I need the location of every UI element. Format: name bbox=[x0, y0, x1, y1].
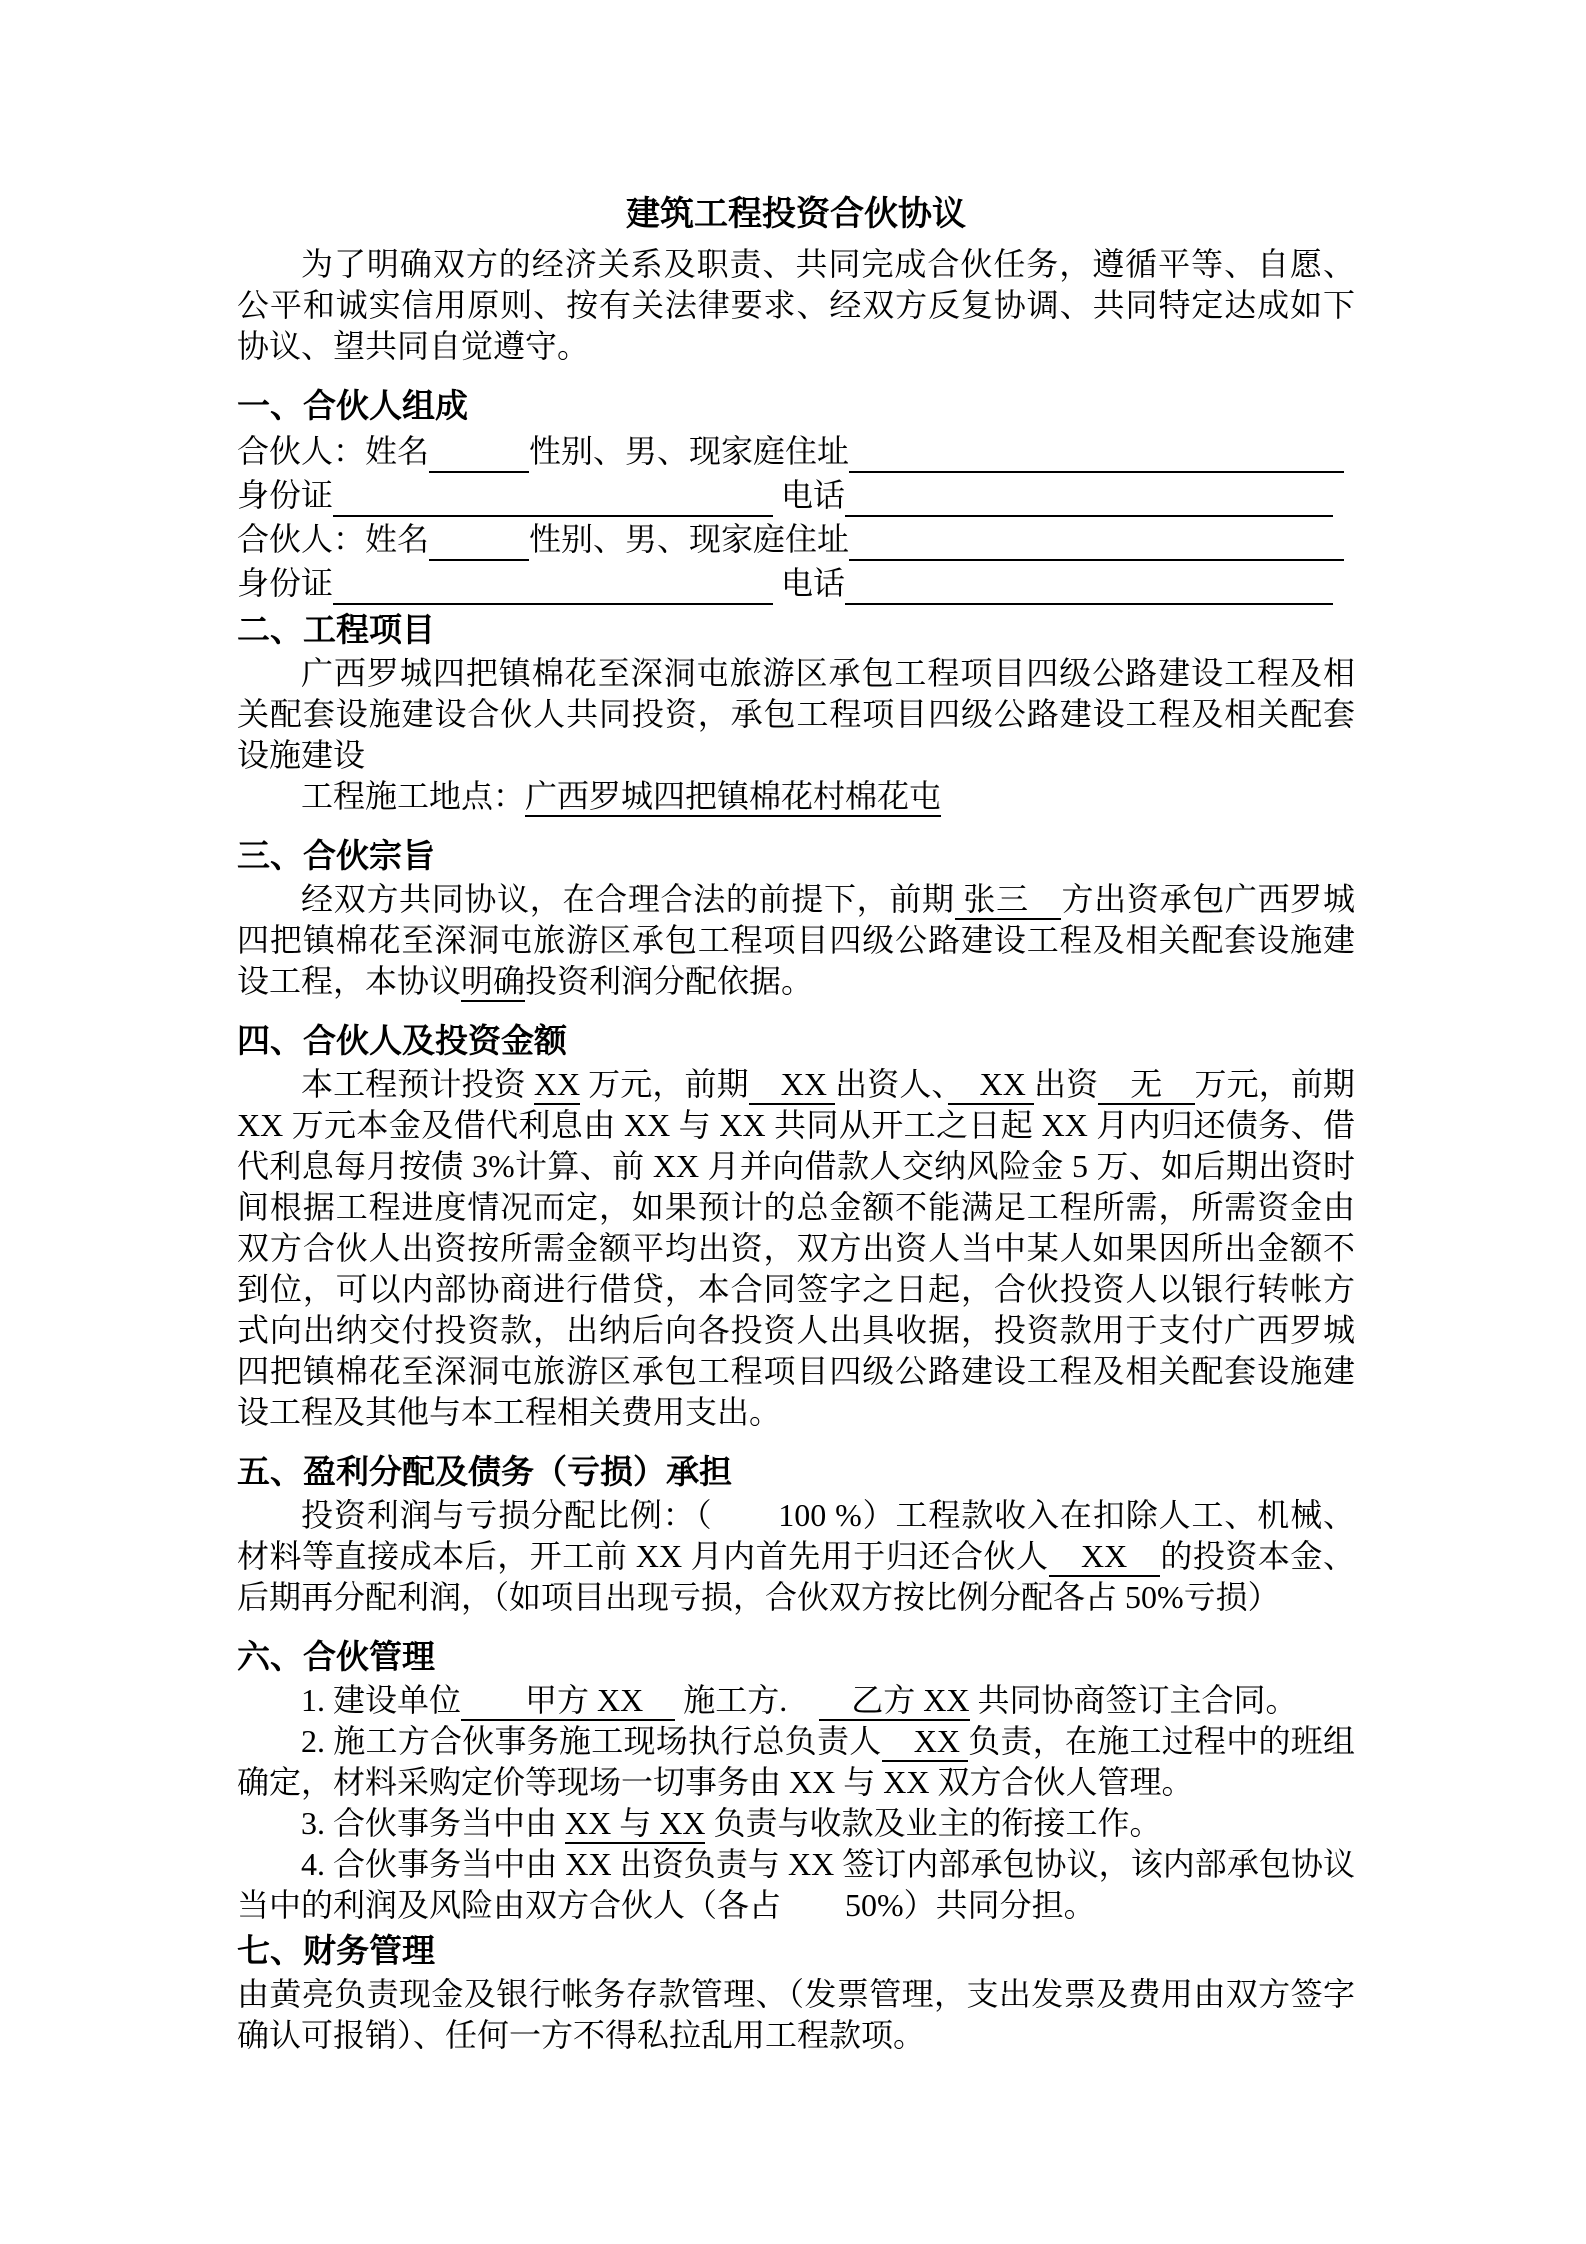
section-heading: 六、合伙管理 bbox=[237, 1640, 435, 1676]
paragraph bbox=[237, 1974, 1355, 2056]
paragraph bbox=[237, 1803, 1355, 1844]
underlined-text-run: XX bbox=[882, 1723, 969, 1762]
underlined-text-run: 张三 bbox=[955, 881, 1062, 920]
text-run: 合伙人：姓名 bbox=[237, 521, 430, 557]
blank-underline-field bbox=[333, 573, 773, 605]
text-run: 投资利润分配依据。 bbox=[525, 963, 814, 999]
paragraph bbox=[237, 653, 1355, 776]
text-run: 共同协商签订主合同。 bbox=[969, 1682, 1298, 1718]
paragraph bbox=[237, 1680, 1355, 1721]
text-run: 出资 bbox=[1033, 1066, 1099, 1102]
form-line bbox=[237, 517, 1355, 561]
underlined-text-run: XX bbox=[534, 1066, 580, 1105]
form-line bbox=[237, 429, 1355, 473]
text-run: 2. 施工方合伙事务施工现场执行总负责人 bbox=[301, 1723, 882, 1759]
blank-underline-field bbox=[849, 441, 1344, 473]
underlined-text-run: 甲方 XX bbox=[461, 1682, 675, 1721]
paragraph bbox=[237, 776, 1355, 817]
section-heading: 四、合伙人及投资金额 bbox=[237, 1024, 567, 1060]
form-line bbox=[237, 561, 1355, 605]
text-run: 方出资承包广西罗城四把镇棉花至深洞屯旅游区承包工程项目四级公路建设工程及相关配套设施建设工程，本协议 bbox=[237, 881, 1355, 999]
text-run: 为了明确双方的经济关系及职责、共同完成合伙任务，遵循平等、自愿、公平和诚实信用原则、按有关法律要求、经双方反复协调、共同特定达成如下协议、望共同自觉遵守。 bbox=[237, 246, 1355, 364]
text-run: 身份证 bbox=[237, 565, 334, 601]
text-run: 万元，前期 XX 万元本金及借代利息由 XX 与 XX 共同从开工之日起 XX 月内归还债务、借代利息每月按债 3%计算、前 XX 月并向借款人交纳风险金 5 万、如后期出资时间根据工程进度情况而定，如果预计的总金额不能满足工程所需，所需资金由双方合伙人出资按所需金额平均出资，双方出资人当中某人如果因所出金额不到位，可以内部协商进行借贷，本合同签字之日起，合伙投资人以银行转帐方式向出纳交付投资款，出纳后向各投资人出具收据，投资款用于支付广西罗城四把镇棉花至深洞屯旅游区承包工程项目四级公路建设工程及相关配套设施建设工程及其他与本工程相关费用支出。 bbox=[237, 1066, 1355, 1430]
blank-underline-field bbox=[849, 529, 1344, 561]
form-line bbox=[237, 473, 1355, 517]
text-run: 性别、男、现家庭住址 bbox=[529, 521, 850, 557]
paragraph bbox=[237, 1495, 1355, 1618]
section-heading: 五、盈利分配及债务（亏损）承担 bbox=[237, 1455, 732, 1491]
paragraph bbox=[237, 1721, 1355, 1803]
text-run: 1. 建设单位 bbox=[301, 1682, 462, 1718]
text-run: 性别、男、现家庭住址 bbox=[529, 433, 850, 469]
underlined-text-run: 广西罗城四把镇棉花村棉花屯 bbox=[525, 778, 941, 817]
text-run: 出资人、 bbox=[835, 1066, 948, 1102]
blank-underline-field bbox=[845, 573, 1333, 605]
text-run: 电话 bbox=[773, 565, 846, 601]
text-run: 合伙人：姓名 bbox=[237, 433, 430, 469]
section-heading: 三、合伙宗旨 bbox=[237, 839, 435, 875]
text-run: 施工方. bbox=[675, 1682, 820, 1718]
underlined-text-run: 明确 bbox=[461, 963, 525, 1002]
section-heading: 一、合伙人组成 bbox=[237, 389, 468, 425]
text-run: 3. 合伙事务当中由 bbox=[301, 1805, 566, 1841]
blank-underline-field bbox=[429, 441, 529, 473]
text-run: 万元，前期 bbox=[580, 1066, 749, 1102]
paragraph bbox=[237, 244, 1355, 367]
underlined-text-run: XX bbox=[1049, 1538, 1161, 1577]
text-run: 经双方共同协议，在合理合法的前提下，前期 bbox=[301, 881, 955, 917]
blank-underline-field bbox=[429, 529, 529, 561]
text-run: 身份证 bbox=[237, 477, 334, 513]
text-run: 由黄亮负责现金及银行帐务存款管理、（发票管理，支出发票及费用由双方签字确认可报销）、任何一方不得私拉乱用工程款项。 bbox=[237, 1976, 1355, 2053]
text-run: 电话 bbox=[773, 477, 846, 513]
underlined-text-run: XX 与 XX bbox=[565, 1805, 705, 1844]
blank-underline-field bbox=[333, 485, 773, 517]
blank-underline-field bbox=[845, 485, 1333, 517]
text-run: 广西罗城四把镇棉花至深洞屯旅游区承包工程项目四级公路建设工程及相关配套设施建设合伙人共同投资，承包工程项目四级公路建设工程及相关配套设施建设 bbox=[237, 655, 1355, 773]
text-run: 工程施工地点： bbox=[301, 778, 526, 814]
text-run: 负责，在施工过程中的班组确定，材料采购定价等现场一切事务由 XX 与 XX 双方合伙人管理。 bbox=[237, 1723, 1355, 1800]
paragraph bbox=[237, 1064, 1355, 1433]
underlined-text-run: XX bbox=[948, 1066, 1034, 1105]
underlined-text-run: 无 bbox=[1098, 1066, 1194, 1105]
underlined-text-run: XX bbox=[749, 1066, 835, 1105]
document-title: 建筑工程投资合伙协议 bbox=[626, 196, 966, 233]
paragraph bbox=[237, 1844, 1355, 1926]
section-heading: 七、财务管理 bbox=[237, 1934, 435, 1970]
underlined-text-run: 乙方 XX bbox=[819, 1682, 969, 1721]
section-heading: 二、工程项目 bbox=[237, 613, 435, 649]
paragraph bbox=[237, 879, 1355, 1002]
text-run: 投资利润与亏损分配比例：（ 100 %）工程款收入在扣除人工、机械、材料等直接成本后，开工前 XX 月内首先用于归还合伙人 bbox=[237, 1497, 1355, 1574]
text-run: 本工程预计投资 bbox=[301, 1066, 534, 1102]
text-run: 4. 合伙事务当中由 XX 出资负责与 XX 签订内部承包协议，该内部承包协议当中的利润及风险由双方合伙人（各占 50%）共同分担。 bbox=[237, 1846, 1355, 1923]
text-run: 的投资本金、后期再分配利润，（如项目出现亏损，合伙双方按比例分配各占 50%亏损） bbox=[237, 1538, 1355, 1615]
text-run: 负责与收款及业主的衔接工作。 bbox=[705, 1805, 1162, 1841]
document-body bbox=[237, 244, 1355, 2056]
